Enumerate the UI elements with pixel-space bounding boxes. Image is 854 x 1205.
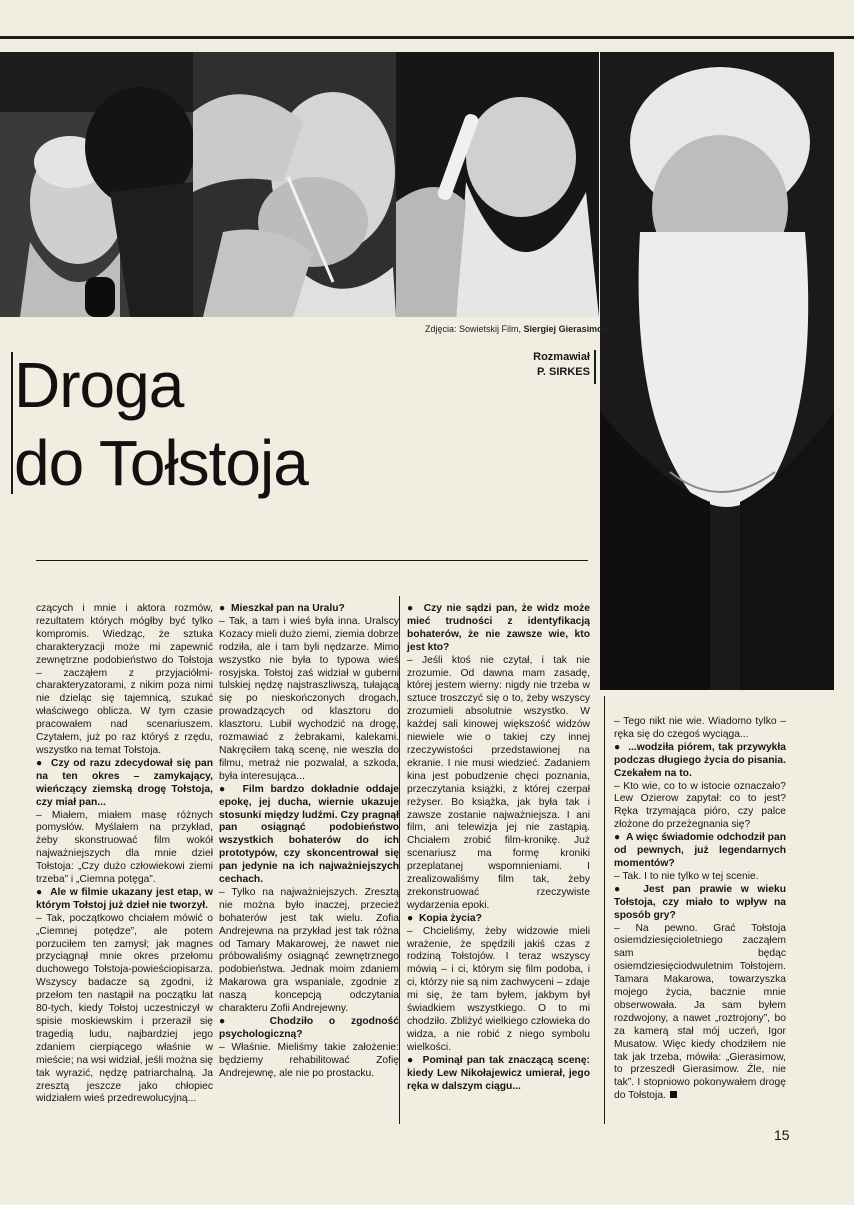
article-column-4 bbox=[614, 716, 786, 1103]
interview-answer: – Tak, a tam i wieś była inna. Uralscy Kozacy mieli dużo ziemi, ziemia dobrze rodziła, ale i tam byli nędzarze. Mimo wszystko nie była to typowa wieś rosyjska. Tołstoj zaś widział w guberni tulskiej nędzę najstraszliwszą, tułającą się po nieskończonych drogach, prowadzących od klasztoru do klasztoru. Lubił wychodzić na drogę, rozmawiać z żebrakami, kalekami. Nakręciłem taką scenę, nie weszła do filmu, metraż nie pozwalał, a szkoda, była interesująca... bbox=[219, 615, 399, 782]
interview-answer: – Jeśli ktoś nie czytał, i tak nie zrozumie. Od dawna mam zasadę, której jestem wierny: nigdy nie trzeba w sztuce troszczyć się o to, żeby wszyscy zrozumieli absolutnie wszystko. W każdej sali kinowej większość widzów niewiele wie o takiej czy innej rzeczywistości przedstawionej na ekranie. I nie musi wiedzieć. Zadaniem kina jest pobudzenie chęci poznania, przeczytania książki, z której czerpał reżyser. Bo książka, jak była tak i zawsze zostanie najważniejsza. I ani film, ani telewizja jej nie zastąpią. Chciałem zrobić film-kronikę. Już scenariusz ma formę kroniki przeplatanej wspomnieniami. I zrealizowaliśmy film tak, żeby zrekonstruować rzeczywiste wydarzenia epoki. bbox=[407, 654, 590, 911]
interview-answer: – Tylko na najważniejszych. Zresztą nie można było inaczej, przecież bohaterów jest tak wielu. Zofia Andrejewna na przykład jest tak różna od Tamary Makarowej, że nawet nie próbowaliśmy osiągnąć zewnętrznego podobieństwa. Jednak moim zdaniem Makarowa gra wspaniale, zgodnie z naszą koncepcją odczytania charakteru Zofii Andrejewny. bbox=[219, 886, 399, 1015]
section-rule bbox=[36, 560, 588, 561]
photo-tolstoy-portrait bbox=[600, 52, 834, 690]
interview-answer: – Właśnie. Mieliśmy takie założenie: będziemy rehabilitować Zofię Andrejewnę, ale nie po prostacku. bbox=[219, 1041, 399, 1079]
interview-question: ● Czy nie sądzi pan, że widz może mieć trudności z identyfikacją bohaterów, że nie zawsze wie, kto jest kto? bbox=[407, 603, 590, 655]
interview-question: ● Mieszkał pan na Uralu? bbox=[219, 603, 399, 616]
interview-answer: – Miałem, miałem masę różnych pomysłów. Myślałem na przykład, żeby skonstruować film wokół najważniejszych dla mnie dzieł Tołstoja: „Czy dużo człowiekowi ziemi trzeba” i „Ciemna potęga”. bbox=[36, 809, 213, 886]
article-column-1 bbox=[36, 603, 213, 1106]
interview-question: ● Jest pan prawie w wieku Tołstoja, czy miało to wpływ na sposób gry? bbox=[614, 884, 786, 923]
interview-answer: – Na pewno. Grać Tołstoja osiemdziesięcioletniego zacząłem sam będąc osiemdziesięciodwuletnim Tołstojem. Tamara Makarowa, towarzyszka mojego życia, bacznie mnie obserwowała. Ja sam byłem rozdwojony, a nawet „roztrojony”, bo za kamerą stał mój uczeń, Igor Musatow. Więc kiedy chodziłem nie tak jak trzeba, mówiła: „Gierasimow, to przeszedł Gierasimow. Źle, nie tak”. I stopniowo pokonywałem drogę do Tołstoja. bbox=[614, 922, 786, 1102]
interview-answer: – Tak, początkowo chciałem mówić o „Ciemnej potędze”, ale potem porzuciłem ten zamysł; jak magnes przyciągnął mnie okres przełomu duchowego Tołstoja-powieściopisarza. Wszyscy badacze są zgodni, iż przełom ten nastąpił na początku lat 80-tych, kiedy Tołstoj uczestniczył w spisie moskiewskim i przeraził się tragedią ludu, najbardziej jego zdaniem cierpiącego właśnie w mieście; na wsi widział, jeśli można się tak wyrazić, nędzę patriarchalną. Ja zresztą jeszcze jako chłopiec widziałem wieś przedrewolucyjną... bbox=[36, 912, 213, 1105]
interview-question: ● Kopia życia? bbox=[407, 913, 590, 926]
photo-makeup-session-1 bbox=[0, 52, 193, 317]
end-of-article-marker bbox=[670, 1091, 677, 1098]
interview-answer: – Chcieliśmy, żeby widzowie mieli wrażenie, że spędzili jakiś czas z rodziną Tołstojów. I teraz wszyscy mówią – i ci, którym się film podoba, i ci, którzy nie są nim zachwyceni – zdaje mi się, że tam byłem, jakbym był świadkiem wszystkiego. O to mi chodziło. Zbliżyć wielkiego człowieka do widza, a nie robić z niego symbolu wielkości. bbox=[407, 925, 590, 1053]
byline bbox=[498, 350, 590, 380]
interview-question: ● Ale w filmie ukazany jest etap, w którym Tołstoj już dzieł nie tworzył. bbox=[36, 887, 213, 913]
photo-credit-prefix: Zdjęcia: Sowietskij Film, bbox=[425, 324, 522, 334]
title-rule bbox=[11, 352, 13, 494]
article-title-line1: Droga bbox=[14, 349, 184, 421]
interview-question: ● Pominął pan tak znaczącą scenę: kiedy Lew Nikołajewicz umierał, jego ręka w dalszym ciągu... bbox=[407, 1055, 590, 1094]
interview-answer: – Tak. I to nie tylko w tej scenie. bbox=[614, 870, 759, 882]
top-rule bbox=[0, 36, 854, 39]
interview-question: ● Chodziło o zgodność psychologiczną? bbox=[219, 1016, 399, 1042]
interview-question: ● ...wodziła piórem, tak przywykła podczas długiego życia do pisania. Czekałem na to. bbox=[614, 742, 786, 781]
byline-rule bbox=[594, 350, 596, 384]
interview-answer: – Tego nikt nie wie. Wiadomo tylko – ręka się do czegoś wyciąga... bbox=[614, 716, 786, 740]
article-title-line2: do Tołstoja bbox=[14, 427, 308, 499]
column-divider bbox=[604, 696, 605, 1124]
interview-answer: – Kto wie, co to w istocie oznaczało? Lew Ozierow zapytał: co to jest? Ręka trzymająca pióro, czy palce złożone do przeżegnania się? bbox=[614, 780, 786, 831]
article-column-2 bbox=[219, 603, 399, 1081]
byline-author: P. SIRKES bbox=[537, 366, 590, 378]
article-column-3 bbox=[407, 603, 590, 1093]
photo-makeup-session-2 bbox=[193, 52, 396, 317]
photo-credit-name: Siergiej Gierasimow bbox=[523, 324, 610, 334]
interview-question: ● Czy od razu zdecydował się pan na ten okres – zamykający, wieńczący ziemską drogę Tołstoja, czy miał pan... bbox=[36, 758, 213, 810]
interview-question: ● Film bardzo dokładnie oddaje epokę, jej ducha, wiernie ukazuje stosunki między ludźmi. Czy pragnął pan osiągnąć podobieństwo wszystkich bohaterów do ich prototypów, czy skoncentrował się pan jedynie na ich najważniejszych cechach. bbox=[219, 784, 399, 887]
page-number: 15 bbox=[774, 1127, 790, 1143]
byline-label: Rozmawiał bbox=[533, 351, 590, 363]
interview-answer: czących i mnie i aktora rozmów, rezultatem których mógłby być tylko kompromis. Wiedząc, że sztuka charakteryzacji może mi zapewnić zewnętrzne podobieństwo do Tołstoja – zacząłem z przyjaciółmi-charakteryzatorami, z nikim poza nimi nie dzieląc się tajemnicą, szukać właściwego oblicza. W tym czasie pracowałem nad scenariuszem. Czytałem, już po raz któryś z rzędu, wszystko na temat Tołstoja. bbox=[36, 603, 213, 756]
photo-credit bbox=[425, 324, 610, 334]
interview-question: ● A więc świadomie odchodził pan od pewnych, już legendarnych momentów? bbox=[614, 832, 786, 871]
photo-makeup-session-3 bbox=[396, 52, 599, 317]
column-divider bbox=[399, 596, 400, 1124]
